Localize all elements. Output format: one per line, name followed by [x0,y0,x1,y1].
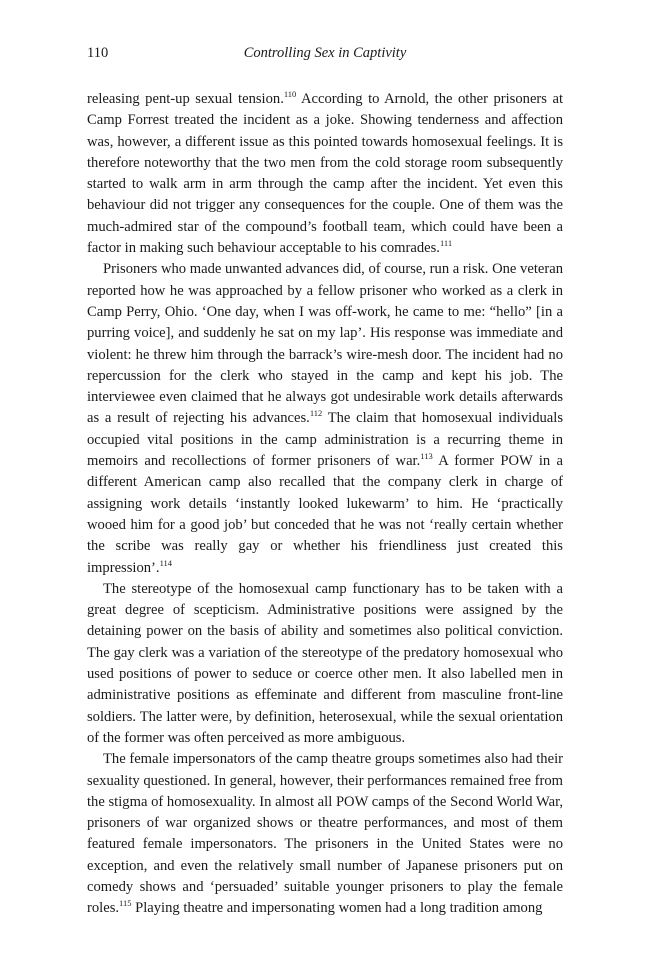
footnote-ref-110[interactable]: 110 [283,89,297,99]
page-number: 110 [87,45,109,61]
text-run: Playing theatre and impersonating women had a long tradition among [131,900,543,917]
text-run: The claim that homosexual individuals occupied vital positions in the camp administration is a recurring theme in memoirs and recollections of former prisoners of war. [87,410,564,470]
text-run: The female impersonators of the camp theatre groups sometimes also had their sexuality questioned. In general, however, their performances remained free from the stigma of homosexuality. In almost all POW camps of the Second World War, prisoners of war organized shows or theatre performances, and most of them featured female impersonators. The prisoners in the United States were no exception, and even the relatively small number of Japanese prisoners put on comedy shows and ‘persuaded’ suitable younger prisoners to play the female roles. [87,751,563,917]
paragraph-3 [87,579,563,749]
footnote-ref-115[interactable]: 115 [119,898,132,909]
body-text [87,89,563,920]
text-run: According to Arnold, the other prisoners at Camp Forrest treated the incident as a joke. Showing tenderness and affection was, however, a different issue as this pointed towards homosexual feelings. It is therefore noteworthy that the two men from the cold storage room subsequently started to walk arm in arm through the camp after the incident. Yet even this behaviour did not trigger any consequences for the couple. One of them was the much-admired star of the compound’s football team, which could have been a factor in making such behaviour acceptable to his comrades. [87,91,563,257]
text-run: Prisoners who made unwanted advances did, of course, run a risk. One veteran reported how he was approached by a fellow prisoner who worked as a clerk in Camp Perry, Ohio. ‘One day, when I was off-work, he came to me: “hello” [in a purring voice], and suddenly he sat on my lap’. His response was immediate and violent: he threw him through the barrack’s wire-mesh door. The incident had no repercussion for the clerk who stayed in the camp and kept his job. The interviewee even claimed that he always got undesirable work details afterwards as a result of rejecting his advances. [87,261,563,427]
page-header [87,45,563,65]
paragraph-4 [87,749,563,919]
running-title: Controlling Sex in Captivity [243,45,407,61]
text-run: releasing pent-up sexual tension. [87,91,284,107]
text-run: A former POW in a different American camp also recalled that the company clerk in charge of assigning work details ‘instantly looked lukewarm’ to him. He ‘practically wooed him for a good job’ but conceded that he was not ‘really certain whether the scribe was really gay or whether his friendliness just created this impression’. [87,453,563,576]
paragraph-2 [87,259,563,578]
footnote-ref-114[interactable]: 114 [159,557,172,568]
footnote-ref-113[interactable]: 113 [420,451,433,462]
footnote-ref-112[interactable]: 112 [309,408,323,419]
paragraph-1 [87,89,563,259]
text-run: The stereotype of the homosexual camp functionary has to be taken with a great degree of scepticism. Administrative positions were assigned by the detaining power on the basis of ability and sometimes also political conviction. The gay clerk was a variation of the stereotype of the predatory homosexual who used positions of power to seduce or coerce other men. It also labelled men in administrative positions as effeminate and different from masculine front-line soldiers. The latter were, by definition, heterosexual, while the sexual orientation of the former was often perceived as more ambiguous. [87,580,563,746]
footnote-ref-111[interactable]: 111 [439,238,453,249]
